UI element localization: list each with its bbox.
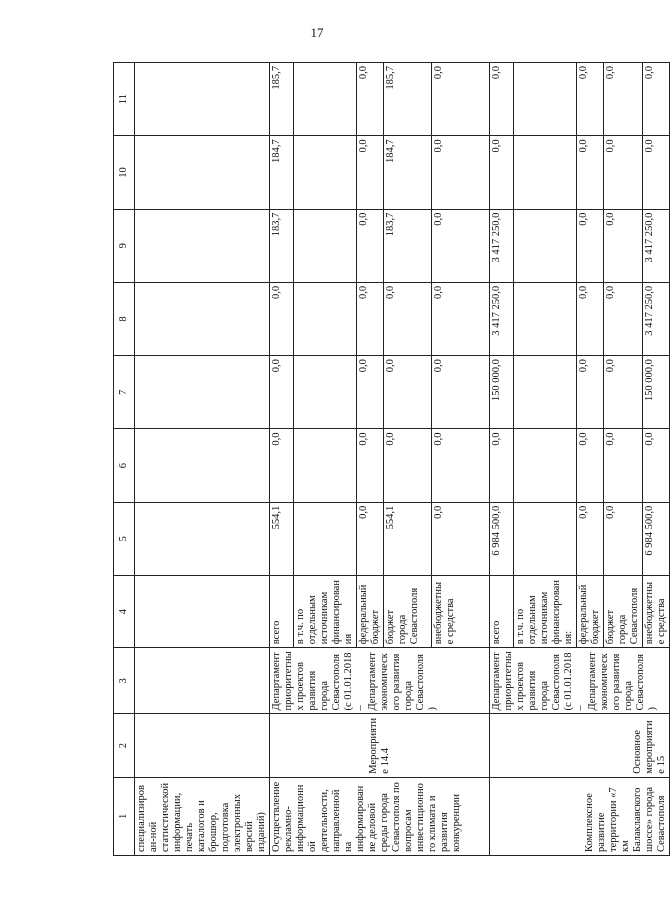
value-cell: 0,0 [384, 282, 432, 355]
value-cell: 0,0 [384, 429, 432, 502]
column-number: 5 [114, 502, 135, 575]
value-cell: 0,0 [604, 502, 643, 575]
value-cell: 0,0 [432, 282, 490, 355]
value-cell: 0,0 [270, 356, 294, 429]
value-cell: 0,0 [357, 502, 384, 575]
value-cell: 0,0 [384, 356, 432, 429]
source-label: внебюджетные средства [643, 575, 670, 647]
source-label: внебюджетные средства [432, 575, 490, 647]
continuation-row [135, 63, 270, 856]
value-cell: 0,0 [432, 209, 490, 282]
column-number: 8 [114, 282, 135, 355]
value-cell: 0,0 [432, 502, 490, 575]
value-cell: 0,0 [604, 136, 643, 209]
value-cell: 0,0 [357, 136, 384, 209]
value-cell: 0,0 [490, 136, 514, 209]
value-cell: 0,0 [270, 282, 294, 355]
source-label: федеральный бюджет [577, 575, 604, 647]
table-row [270, 63, 294, 856]
value-cell: 0,0 [432, 63, 490, 136]
table-row [490, 63, 514, 856]
value-cell: 0,0 [604, 356, 643, 429]
value-cell: 554,1 [384, 502, 432, 575]
value-cell: 0,0 [577, 502, 604, 575]
column-number: 11 [114, 63, 135, 136]
value-cell: 183,7 [270, 209, 294, 282]
value-cell: 0,0 [357, 282, 384, 355]
value-cell: 0,0 [357, 429, 384, 502]
column-number: 6 [114, 429, 135, 502]
value-cell: 0,0 [577, 63, 604, 136]
activity-name-cell: Осуществление рекламно-информационной деятельности, направленной на информирование деловой среды города Севастополя по вопросам инвестиционного климата и развития конкуренции [270, 777, 490, 855]
value-cell: 0,0 [604, 63, 643, 136]
value-cell: 0,0 [643, 136, 670, 209]
value-cell: 0,0 [577, 429, 604, 502]
value-cell: 0,0 [577, 282, 604, 355]
financing-table [113, 62, 670, 856]
page-number: 17 [310, 25, 324, 40]
source-label: всего [270, 575, 294, 647]
source-label: всего [490, 575, 514, 647]
measure-code-cell: Мероприятие 14.4 [270, 714, 490, 777]
value-cell: 0,0 [432, 356, 490, 429]
value-cell: 0,0 [432, 429, 490, 502]
source-label: федеральный бюджет [357, 575, 384, 647]
value-cell: 0,0 [432, 136, 490, 209]
value-cell: 3 417 250,0 [490, 282, 514, 355]
rotated-table-container [113, 62, 667, 856]
value-cell: 0,0 [604, 209, 643, 282]
column-header-row [114, 63, 135, 856]
column-number: 4 [114, 575, 135, 647]
value-cell: 150 000,0 [490, 356, 514, 429]
source-label: бюджет города Севастополя [604, 575, 643, 647]
executor-cell: Департамент приоритетных проектов развития города Севастополя (с 01.01.2018 – Департамент экономического развития города Севастополя) [490, 648, 670, 714]
activity-name-cell: специализирован-ной статистической информации, печать каталогов и брошюр, подготовка электронных версий изданий) [135, 777, 270, 855]
value-cell: 0,0 [577, 356, 604, 429]
value-cell: 150 000,0 [643, 356, 670, 429]
value-cell: 3 417 250,0 [490, 209, 514, 282]
column-number: 10 [114, 136, 135, 209]
value-cell: 185,7 [270, 63, 294, 136]
column-number: 7 [114, 356, 135, 429]
executor-cell: Департамент приоритетных проектов развития города Севастополя (с 01.01.2018 – Департамент экономического развития города Севастополя) [270, 648, 490, 714]
value-cell: 3 417 250,0 [643, 282, 670, 355]
source-label: в т.ч. по отдельным источникам финансирования [294, 575, 357, 647]
source-label: бюджет города Севастополя [384, 575, 432, 647]
value-cell: 184,7 [384, 136, 432, 209]
value-cell: 0,0 [577, 209, 604, 282]
column-number: 3 [114, 648, 135, 714]
value-cell: 0,0 [604, 429, 643, 502]
value-cell: 0,0 [577, 136, 604, 209]
column-number: 2 [114, 714, 135, 777]
value-cell: 0,0 [490, 429, 514, 502]
value-cell: 0,0 [357, 209, 384, 282]
measure-code-cell: Основное мероприятие 15 [490, 714, 670, 777]
value-cell: 0,0 [490, 63, 514, 136]
value-cell: 185,7 [384, 63, 432, 136]
column-number: 1 [114, 777, 135, 855]
value-cell: 0,0 [643, 63, 670, 136]
value-cell: 183,7 [384, 209, 432, 282]
value-cell: 0,0 [643, 429, 670, 502]
value-cell: 184,7 [270, 136, 294, 209]
value-cell: 0,0 [357, 63, 384, 136]
value-cell: 3 417 250,0 [643, 209, 670, 282]
column-number: 9 [114, 209, 135, 282]
value-cell: 6 984 500,0 [643, 502, 670, 575]
value-cell: 554,1 [270, 502, 294, 575]
value-cell: 6 984 500,0 [490, 502, 514, 575]
activity-name-cell: Комплексное развитие территории «7 км Балаклавского шоссе» города Севастополя [490, 777, 670, 855]
value-cell: 0,0 [270, 429, 294, 502]
value-cell: 0,0 [357, 356, 384, 429]
source-label: в т.ч. по отдельным источникам финансирования: [514, 575, 577, 647]
value-cell: 0,0 [604, 282, 643, 355]
